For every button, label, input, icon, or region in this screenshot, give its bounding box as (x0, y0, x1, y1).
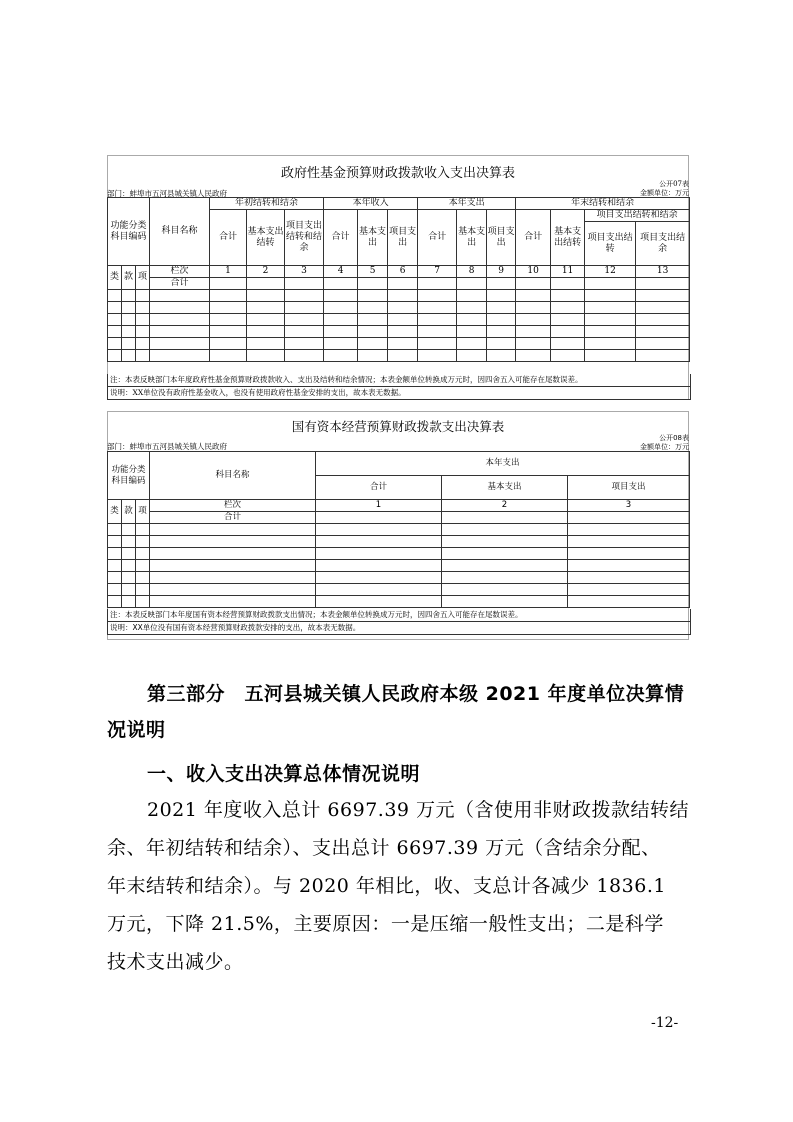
row-lanci: 栏次 (150, 500, 316, 512)
col-num: 12 (585, 266, 636, 278)
header-proj-bal: 项目支出结余 (636, 222, 690, 266)
col-num: 10 (516, 266, 551, 278)
col-num: 13 (636, 266, 690, 278)
row-lanci: 栏次 (150, 266, 210, 278)
header-basic-carry: 基本支出结转 (247, 210, 285, 266)
row-heji: 合计 (150, 512, 316, 524)
col-num: 11 (551, 266, 585, 278)
header-expense: 本年支出 (418, 198, 516, 210)
table-row (108, 302, 690, 314)
capital-grid (107, 451, 690, 608)
col-num: 1 (316, 500, 442, 512)
header-total: 合计 (516, 210, 551, 266)
header-proj: 项目支出 (568, 476, 690, 500)
header-lei: 类 (108, 500, 122, 524)
header-basic: 基本支出 (457, 210, 487, 266)
header-basic: 基本支出 (358, 210, 388, 266)
header-proj-end: 项目支出结转和结余 (585, 210, 690, 222)
table-row (108, 338, 690, 350)
header-proj-carry-bal: 项目支出结转和结余 (285, 210, 324, 266)
header-total: 合计 (324, 210, 358, 266)
col-num: 8 (457, 266, 487, 278)
col-num: 3 (285, 266, 324, 278)
part-title-line1: 第三部分 五河县城关镇人民政府本级 2021 年度单位决算情 (147, 683, 685, 705)
header-proj-carry: 项目支出结转 (585, 222, 636, 266)
header-func-code: 功能分类科目编码 (108, 198, 150, 266)
body-line: 年末结转和结余）。与 2020 年相比，收、支总计各减少 1836.1 (107, 875, 666, 897)
header-lei: 类 (108, 266, 122, 290)
table-row (108, 572, 690, 584)
header-income: 本年收入 (324, 198, 418, 210)
table-row (108, 290, 690, 302)
header-xiang: 项 (136, 500, 150, 524)
table-row (108, 326, 690, 338)
unit-label: 金额单位：万元 (640, 189, 689, 197)
table-row (108, 524, 690, 536)
col-num: 9 (487, 266, 516, 278)
header-xiang: 项 (136, 266, 150, 290)
table-row (108, 536, 690, 548)
table-note: 注：本表反映部门本年度国有资本经营预算财政拨款支出情况；本表金额单位转换成万元时，因四舍五入可能存在尾数误差。 (107, 609, 691, 622)
part-title-line2: 况说明 (107, 719, 166, 741)
header-begin-balance: 年初结转和结余 (210, 198, 324, 210)
fund-grid (107, 197, 690, 362)
unit-label: 金额单位：万元 (640, 443, 689, 451)
sub-title: 一、收入支出决算总体情况说明 (147, 763, 421, 785)
table-row (108, 584, 690, 596)
row-heji: 合计 (150, 278, 210, 290)
header-total: 合计 (210, 210, 247, 266)
body-line: 余、年初结转和结余）、支出总计 6697.39 万元（含结余分配、 (107, 837, 661, 859)
header-func-code: 功能分类科目编码 (108, 452, 150, 500)
header-basic: 基本支出 (442, 476, 568, 500)
table-explain: 说明：XX单位没有政府性基金收入，也没有使用政府性基金安排的支出，故本表无数据。 (107, 387, 691, 400)
header-proj: 项目支出 (388, 210, 418, 266)
header-proj: 项目支出 (487, 210, 516, 266)
table-note: 注：本表反映部门本年度政府性基金预算财政拨款收入、支出及结转和结余情况；本表金额单位转换成万元时，因四舍五入可能存在尾数误差。 (107, 374, 691, 387)
header-subject: 科目名称 (150, 198, 210, 266)
table-code: 公开07表 (659, 180, 689, 188)
header-total: 合计 (316, 476, 442, 500)
table-title: 政府性基金预算财政拨款收入支出决算表 (280, 166, 515, 181)
department-label: 部门：蚌埠市五河县城关镇人民政府 (107, 442, 227, 451)
col-num: 6 (388, 266, 418, 278)
header-total: 合计 (418, 210, 457, 266)
header-expense: 本年支出 (316, 452, 690, 476)
table-code: 公开08表 (659, 434, 689, 442)
body-line: 万元，下降 21.5%，主要原因：一是压缩一般性支出；二是科学 (107, 913, 664, 935)
table-row (108, 560, 690, 572)
table-row (108, 596, 690, 608)
page-number: -12- (651, 1015, 679, 1031)
header-kuan: 款 (122, 500, 136, 524)
col-num: 1 (210, 266, 247, 278)
table-explain: 说明：XX单位没有国有资本经营预算财政拨款安排的支出，故本表无数据。 (107, 622, 691, 635)
table-row (108, 350, 690, 362)
col-num: 4 (324, 266, 358, 278)
table-title: 国有资本经营预算财政拨款支出决算表 (291, 419, 505, 434)
col-num: 5 (358, 266, 388, 278)
header-subject: 科目名称 (150, 452, 316, 500)
header-kuan: 款 (122, 266, 136, 290)
header-end-balance: 年末结转和结余 (516, 198, 690, 210)
body-line: 技术支出减少。 (107, 951, 244, 973)
header-basic-carry: 基本支出结转 (551, 210, 585, 266)
table-row (108, 548, 690, 560)
col-num: 2 (442, 500, 568, 512)
col-num: 3 (568, 500, 690, 512)
table-row (108, 314, 690, 326)
col-num: 7 (418, 266, 457, 278)
department-label: 部门：蚌埠市五河县城关镇人民政府 (107, 189, 227, 198)
col-num: 2 (247, 266, 285, 278)
body-line: 2021 年度收入总计 6697.39 万元（含使用非财政拨款结转结 (147, 799, 690, 821)
